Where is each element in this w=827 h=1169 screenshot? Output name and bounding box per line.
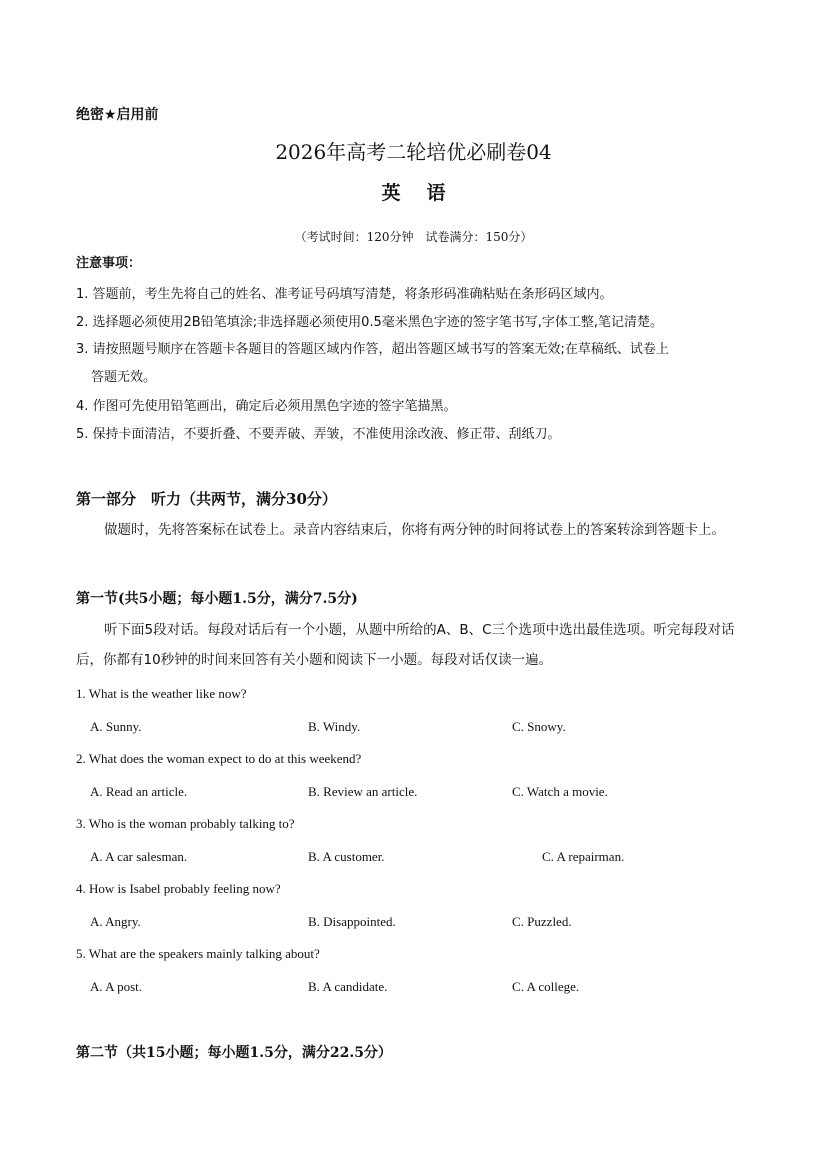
exam-title: 2026年高考二轮培优必刷卷04 [275,140,552,164]
option-a: A. A car salesman. [90,849,188,864]
notice-item: 1. 答题前，考生先将自己的姓名、准考证号码填写清楚，将条形码准确粘贴在条形码区域内。 [76,287,613,302]
notice-heading: 注意事项： [76,256,142,271]
section1-heading: 第一节(共5小题；每小题1.5分，满分7.5分) [76,591,358,607]
option-b: B. Disappointed. [308,914,396,929]
part1-heading: 第一部分 听力（共两节，满分30分） [76,490,337,508]
question-stem: 3. Who is the woman probably talking to? [76,816,295,831]
option-c: C. A college. [512,979,580,994]
option-b: B. Windy. [308,719,361,734]
secret-label: 绝密★启用前 [76,107,159,123]
option-c: C. Watch a movie. [512,784,608,799]
notice-item-continuation: 答题无效。 [91,370,157,385]
question-stem: 4. How is Isabel probably feeling now? [76,881,281,896]
exam-timing: （考试时间：120分钟 试卷满分：150分） [294,230,533,244]
option-b: B. A candidate. [308,979,388,994]
option-c: C. A repairman. [542,849,625,864]
option-c: C. Snowy. [512,719,566,734]
option-a: A. A post. [90,979,143,994]
section2-heading: 第二节（共15小题；每小题1.5分，满分22.5分） [76,1045,392,1061]
question-stem: 5. What are the speakers mainly talking about? [76,946,320,961]
option-a: A. Angry. [90,914,141,929]
question-stem: 2. What does the woman expect to do at this weekend? [76,751,362,766]
option-a: A. Sunny. [90,719,142,734]
option-b: B. Review an article. [308,784,418,799]
notice-item: 4. 作图可先使用铅笔画出，确定后必须用黑色字迹的签字笔描黑。 [76,399,457,414]
notice-item: 2. 选择题必须使用2B铅笔填涂;非选择题必须使用0.5毫米黑色字迹的签字笔书写,字体工整,笔记清楚。 [76,315,664,330]
part1-instruction: 做题时，先将答案标在试卷上。录音内容结束后，你将有两分钟的时间将试卷上的答案转涂到答题卡上。 [104,522,725,538]
section1-instruction: 听下面5段对话。每段对话后有一个小题，从题中所给的A、B、C三个选项中选出最佳选项。听完每段对话后，你都有10秒钟的时间来回答有关小题和阅读下一小题。每段对话仅读一遍。 [76,622,735,668]
notice-item: 3. 请按照题号顺序在答题卡各题目的答题区域内作答，超出答题区域书写的答案无效;在草稿纸、试卷上 [76,342,669,357]
notice-item: 5. 保持卡面清洁，不要折叠、不要弄破、弄皱，不准使用涂改液、修正带、刮纸刀。 [76,427,561,442]
subject-title: 英语 [381,182,472,204]
option-c: C. Puzzled. [512,914,572,929]
option-b: B. A customer. [308,849,385,864]
option-a: A. Read an article. [90,784,188,799]
question-stem: 1. What is the weather like now? [76,686,247,701]
